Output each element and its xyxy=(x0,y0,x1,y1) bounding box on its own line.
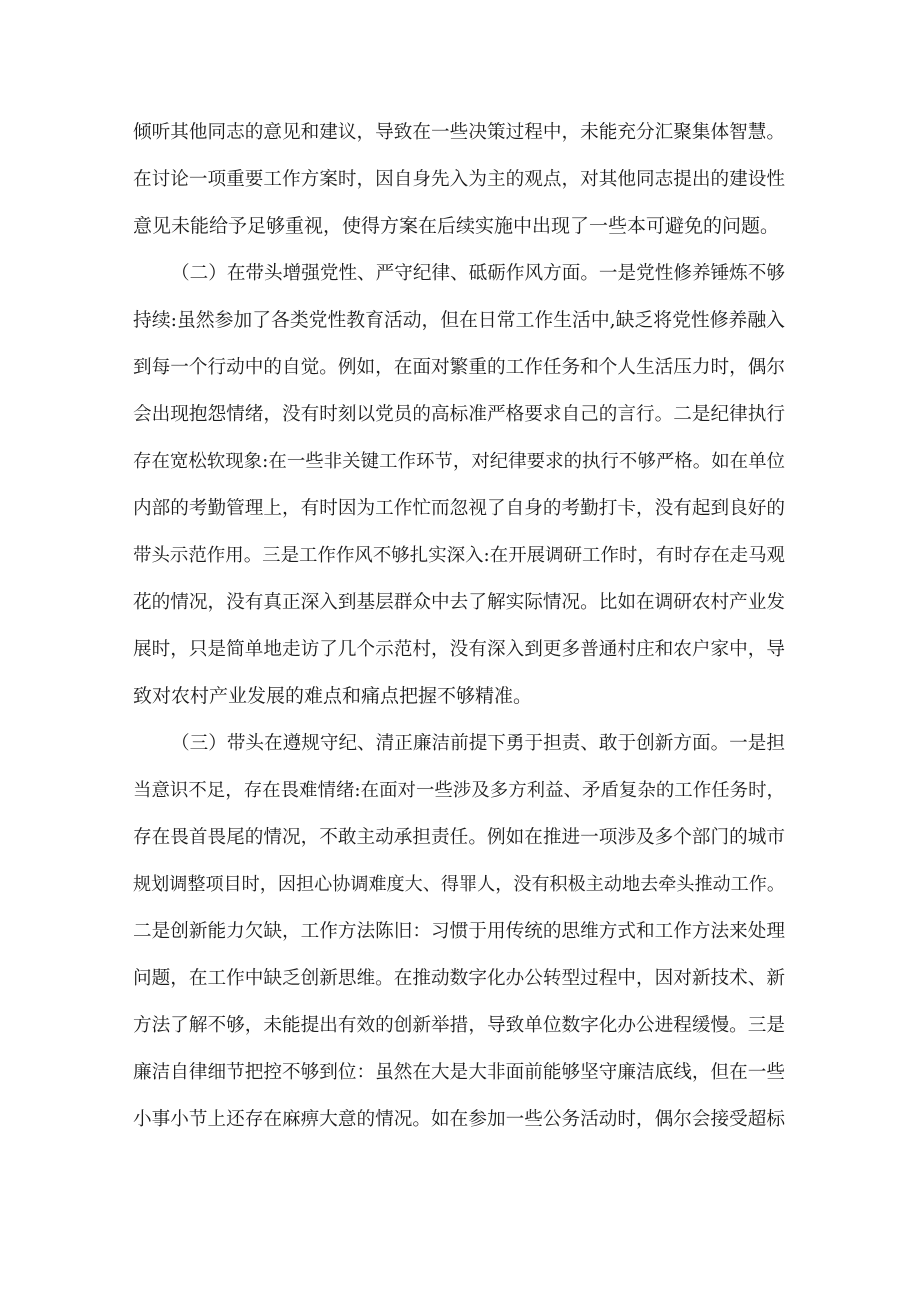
text-line: 存在宽松软现象:在一些非关键工作环节，对纪律要求的执行不够严格。如在单位 xyxy=(133,451,785,472)
text-line: 到每一个行动中的自觉。例如，在面对繁重的工作任务和个人生活压力时，偶尔 xyxy=(133,357,785,378)
text-line: 带头示范作用。三是工作作风不够扎实深入:在开展调研工作时，有时存在走马观 xyxy=(133,545,785,566)
text-line: 廉洁自律细节把控不够到位：虽然在大是大非面前能够坚守廉洁底线，但在一些 xyxy=(133,1062,785,1083)
text-line: 在讨论一项重要工作方案时，因自身先入为主的观点，对其他同志提出的建设性 xyxy=(133,169,785,190)
text-line: 倾听其他同志的意见和建议，导致在一些决策过程中，未能充分汇聚集体智慧。 xyxy=(133,122,785,143)
text-line: 方法了解不够，未能提出有效的创新举措，导致单位数字化办公进程缓慢。三是 xyxy=(133,1015,785,1036)
text-line: 致对农村产业发展的难点和痛点把握不够精准。 xyxy=(133,685,533,707)
document-body xyxy=(133,109,785,1143)
text-line: （三）带头在遵规守纪、清正廉洁前提下勇于担责、敢于创新方面。一是担 xyxy=(171,733,785,754)
paragraph-1 xyxy=(133,109,785,250)
text-line: 规划调整项目时，因担心协调难度大、得罪人，没有积极主动地去牵头推动工作。 xyxy=(133,874,785,895)
text-line: （二）在带头增强党性、严守纪律、砥砺作风方面。一是党性修养锤炼不够 xyxy=(171,263,785,284)
text-line: 存在畏首畏尾的情况，不敢主动承担责任。例如在推进一项涉及多个部门的城市 xyxy=(133,827,785,848)
paragraph-2 xyxy=(133,250,785,720)
text-line: 展时，只是简单地走访了几个示范村，没有深入到更多普通村庄和农户家中，导 xyxy=(133,639,785,660)
text-line: 意见未能给予足够重视，使得方案在后续实施中出现了一些本可避免的问题。 xyxy=(133,215,780,237)
text-line: 问题，在工作中缺乏创新思维。在推动数字化办公转型过程中，因对新技术、新 xyxy=(133,968,785,989)
text-line: 持续:虽然参加了各类党性教育活动，但在日常工作生活中,缺乏将党性修养融入 xyxy=(133,310,785,331)
paragraph-3 xyxy=(133,720,785,1143)
text-line: 内部的考勤管理上，有时因为工作忙而忽视了自身的考勤打卡，没有起到良好的 xyxy=(133,498,785,519)
text-line: 小事小节上还存在麻痹大意的情况。如在参加一些公务活动时，偶尔会接受超标 xyxy=(133,1109,785,1130)
text-line: 花的情况，没有真正深入到基层群众中去了解实际情况。比如在调研农村产业发 xyxy=(133,592,785,613)
text-line: 当意识不足，存在畏难情绪:在面对一些涉及多方利益、矛盾复杂的工作任务时， xyxy=(133,780,785,801)
text-line: 会出现抱怨情绪，没有时刻以党员的高标准严格要求自己的言行。二是纪律执行 xyxy=(133,404,785,425)
text-line: 二是创新能力欠缺，工作方法陈旧：习惯于用传统的思维方式和工作方法来处理 xyxy=(133,921,785,942)
